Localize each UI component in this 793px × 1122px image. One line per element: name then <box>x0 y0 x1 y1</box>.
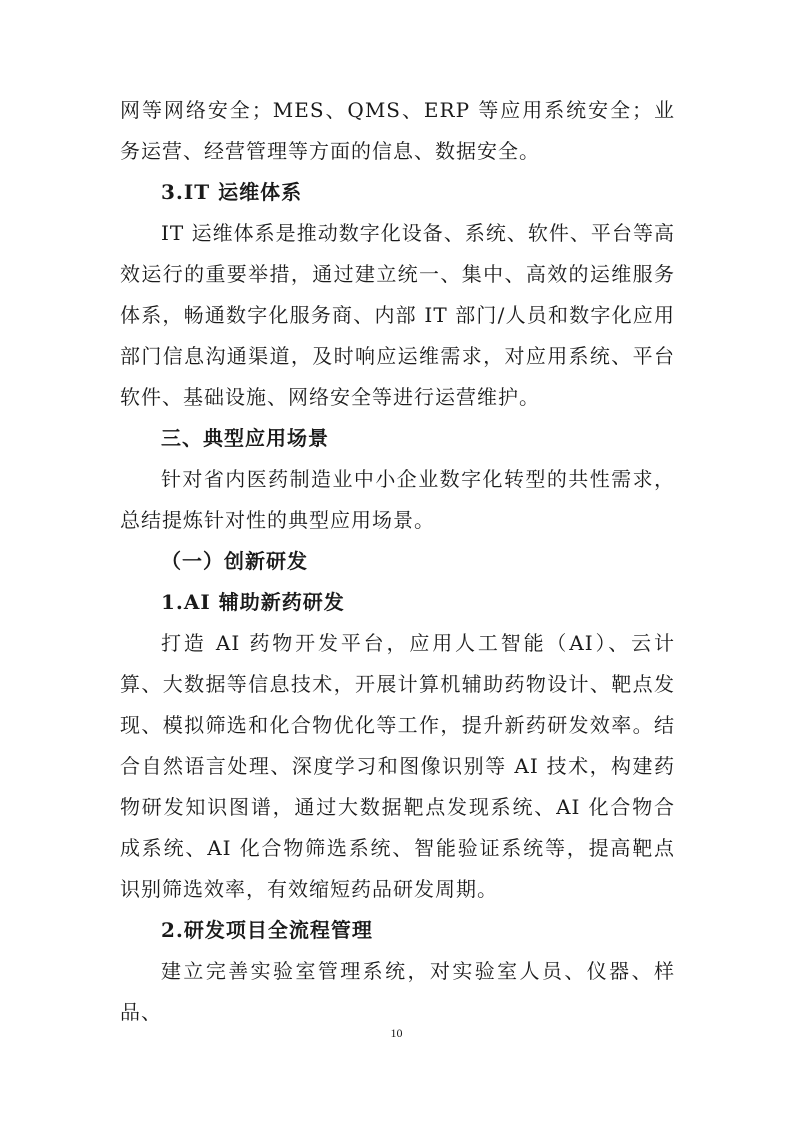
heading-innovation-rd: （一）创新研发 <box>161 549 308 573</box>
page-number: 10 <box>390 1026 403 1040</box>
paragraph-it-operations: IT 运维体系是推动数字化设备、系统、软件、平台等高效运行的重要举措，通过建立统一、集中、高效的运维服务体系，畅通数字化服务商、内部 IT 部门/人员和数字化应用部门信息沟通渠道，及时响应运维需求，对应用系统、平台软件、基础设施、网络安全等进行运营维护。 <box>120 221 675 409</box>
heading-typical-scenarios: 三、典型应用场景 <box>161 426 329 450</box>
page-body <box>120 90 675 1033</box>
heading-rd-project-management: 2.研发项目全流程管理 <box>161 918 373 942</box>
paragraph-ai-drug-rd: 打造 AI 药物开发平台，应用人工智能（AI）、云计算、大数据等信息技术，开展计算机辅助药物设计、靶点发现、模拟筛选和化合物优化等工作，提升新药研发效率。结合自然语言处理、深度学习和图像识别等 AI 技术，构建药物研发知识图谱，通过大数据靶点发现系统、AI 化合物合成系统、AI 化合物筛选系统、智能验证系统等，提高靶点识别筛选效率，有效缩短药品研发周期。 <box>120 631 675 901</box>
heading-ai-drug-rd: 1.AI 辅助新药研发 <box>161 590 345 614</box>
paragraph-rd-project-management: 建立完善实验室管理系统，对实验室人员、仪器、样品、 <box>120 959 675 1024</box>
heading-it-operations: 3.IT 运维体系 <box>161 180 303 204</box>
paragraph-network-security: 网等网络安全；MES、QMS、ERP 等应用系统安全；业务运营、经营管理等方面的信息、数据安全。 <box>120 98 675 163</box>
paragraph-typical-scenarios: 针对省内医药制造业中小企业数字化转型的共性需求，总结提炼针对性的典型应用场景。 <box>120 467 675 532</box>
